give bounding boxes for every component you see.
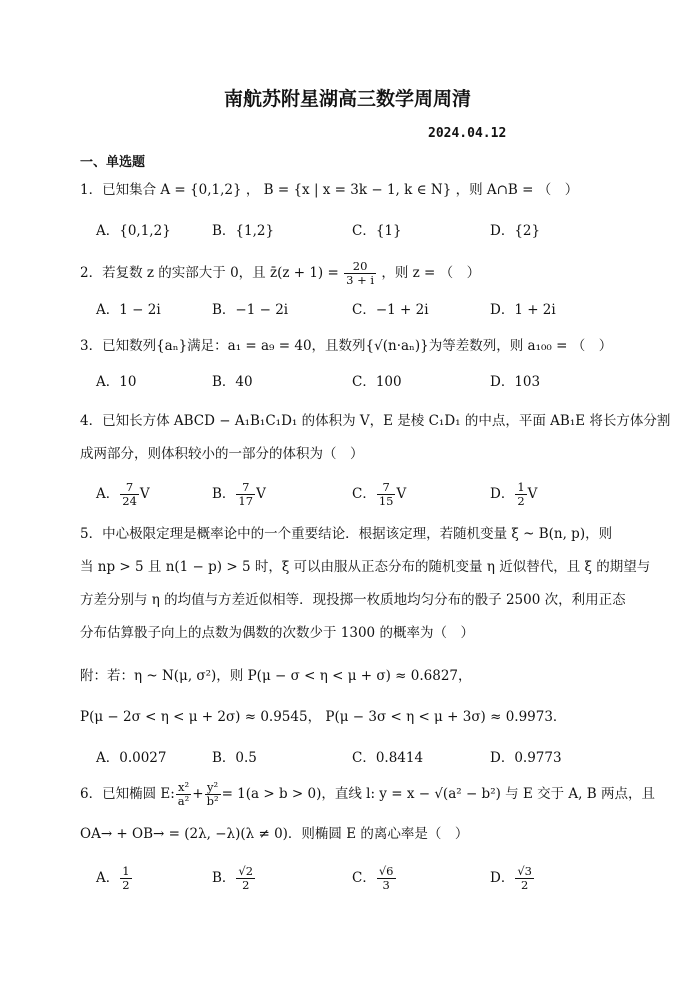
fraction-numerator: y² <box>205 781 221 795</box>
option-label: D． <box>490 870 515 886</box>
question-2-stem-b: ，则 z = （ ） <box>381 265 481 281</box>
option-suffix: V <box>527 486 538 502</box>
question-5-line-2: 当 np > 5 且 n(1 − p) > 5 时，ξ 可以由服从正态分布的随机变量 η 近似替代，且 ξ 的期望与 <box>80 559 651 575</box>
option-label: C． <box>352 870 376 886</box>
option-b: B．0.5 <box>212 750 257 766</box>
y-fraction <box>205 781 221 808</box>
option-label: B． <box>212 870 236 886</box>
option-label: A． <box>96 870 120 886</box>
fraction-denominator: 24 <box>122 494 137 508</box>
question-1-stem: 1．已知集合 A = {0,1,2} ， B = {x | x = 3k − 1, k ∈ N} ，则 A∩B = （ ） <box>80 182 579 198</box>
question-5-appendix-1: 附：若：η ~ N(μ, σ²)，则 P(μ − σ < η < μ + σ) ≈ 0.6827， <box>80 668 472 684</box>
fraction-denominator: a² <box>177 794 190 808</box>
fraction-denominator: 2 <box>520 878 529 892</box>
option-c: C．{1} <box>352 223 402 239</box>
option-label: C． <box>352 486 376 502</box>
question-3-stem: 3．已知数列{aₙ}满足：a₁ = a₉ = 40，且数列{√(n·aₙ)}为等差数列，则 a₁₀₀ = （ ） <box>80 338 613 354</box>
fraction-denominator: 15 <box>378 494 394 508</box>
option-b: B．−1 − 2i <box>212 302 289 318</box>
exam-date: 2024.04.12 <box>428 126 507 141</box>
option-c: C．−1 + 2i <box>352 302 429 318</box>
fraction-denominator: b² <box>206 794 219 808</box>
fraction-denominator: 2 <box>242 878 250 892</box>
question-6-line-2: OA→ + OB→ = (2λ, −λ)(λ ≠ 0)．则椭圆 E 的离心率是（ ） <box>80 826 469 842</box>
question-4-options <box>0 477 695 511</box>
option-b <box>212 860 256 896</box>
question-1-options <box>0 218 695 244</box>
question-5-line-3: 方差分别与 η 的均值与方差近似相等．现投掷一枚质地均匀分布的骰子 2500 次，利用正态 <box>80 592 626 608</box>
question-6-stem <box>80 778 655 810</box>
x-fraction <box>176 781 191 808</box>
option-label: B． <box>212 486 236 502</box>
option-a <box>96 860 133 896</box>
fraction-numerator: 1 <box>122 864 130 878</box>
question-5-line-4: 分布估算骰子向上的点数为偶数的次数少于 1300 的概率为（ ） <box>80 625 474 641</box>
question-4-line-2: 成两部分，则体积较小的一部分的体积为（ ） <box>80 446 364 462</box>
option-c: C．100 <box>352 374 402 390</box>
fraction-numerator: 7 <box>377 481 396 495</box>
question-6-stem-b: = 1(a > b > 0)，直线 l: y = x − √(a² − b²) 与 E 交于 A, B 两点，且 <box>221 786 655 802</box>
option-suffix: V <box>396 486 407 502</box>
fraction-denominator: 2 <box>122 878 130 892</box>
question-3-options <box>0 369 695 395</box>
option-d: D．0.9773 <box>490 750 562 766</box>
option-suffix: V <box>256 486 266 502</box>
question-4-line-1: 4．已知长方体 ABCD − A₁B₁C₁D₁ 的体积为 V，E 是棱 C₁D₁ 的中点，平面 AB₁E 将长方体分割 <box>80 413 671 429</box>
option-b <box>212 477 266 511</box>
fraction-denominator: 2 <box>517 494 525 508</box>
option-d: D．1 + 2i <box>490 302 556 318</box>
plus-sign: + <box>192 786 204 802</box>
question-2-options <box>0 297 695 323</box>
fraction-numerator: √6 <box>378 864 394 878</box>
page-title: 南航苏附星湖高三数学周周清 <box>223 88 471 110</box>
fraction-denominator: 17 <box>238 494 254 508</box>
option-a: A．0.0027 <box>96 750 167 766</box>
option-label: A． <box>96 486 120 502</box>
option-a <box>96 477 150 511</box>
question-5-line-1: 5．中心极限定理是概率论中的一个重要结论．根据该定理，若随机变量 ξ ~ B(n, p)，则 <box>80 526 613 542</box>
fraction-numerator: 1 <box>517 480 525 494</box>
option-c <box>352 477 406 511</box>
option-label: D． <box>490 486 515 502</box>
option-a: A．1 − 2i <box>96 302 161 318</box>
question-2-stem-a: 2．若复数 z 的实部大于 0，且 z̄(z + 1) = <box>80 265 339 281</box>
fraction-numerator: 7 <box>120 481 139 495</box>
option-d <box>490 477 537 511</box>
question-2-fraction <box>344 260 376 287</box>
option-c <box>352 860 397 896</box>
fraction-numerator: √2 <box>238 864 254 878</box>
section-heading: 一、单选题 <box>80 155 146 170</box>
fraction-numerator: √3 <box>517 864 532 878</box>
option-d: D．{2} <box>490 223 541 239</box>
option-b: B．{1,2} <box>212 223 275 239</box>
option-d <box>490 860 535 896</box>
question-5-options <box>0 745 695 771</box>
question-2-stem <box>80 258 480 288</box>
option-d: D．103 <box>490 374 541 390</box>
question-6-options <box>0 860 695 896</box>
option-a: A．10 <box>96 374 137 390</box>
fraction-numerator: 20 <box>344 260 376 274</box>
option-b: B．40 <box>212 374 253 390</box>
option-suffix: V <box>139 486 150 502</box>
fraction-denominator: 3 <box>382 878 390 892</box>
question-5-appendix-2: P(μ − 2σ < η < μ + 2σ) ≈ 0.9545， P(μ − 3σ < η < μ + 3σ) ≈ 0.9973． <box>80 709 567 725</box>
fraction-numerator: x² <box>176 781 191 795</box>
fraction-numerator: 7 <box>236 481 255 495</box>
option-c: C．0.8414 <box>352 750 424 766</box>
option-a: A．{0,1,2} <box>96 223 171 239</box>
fraction-denominator: 3 + i <box>346 273 375 287</box>
question-6-stem-a: 6．已知椭圆 E: <box>80 786 175 802</box>
